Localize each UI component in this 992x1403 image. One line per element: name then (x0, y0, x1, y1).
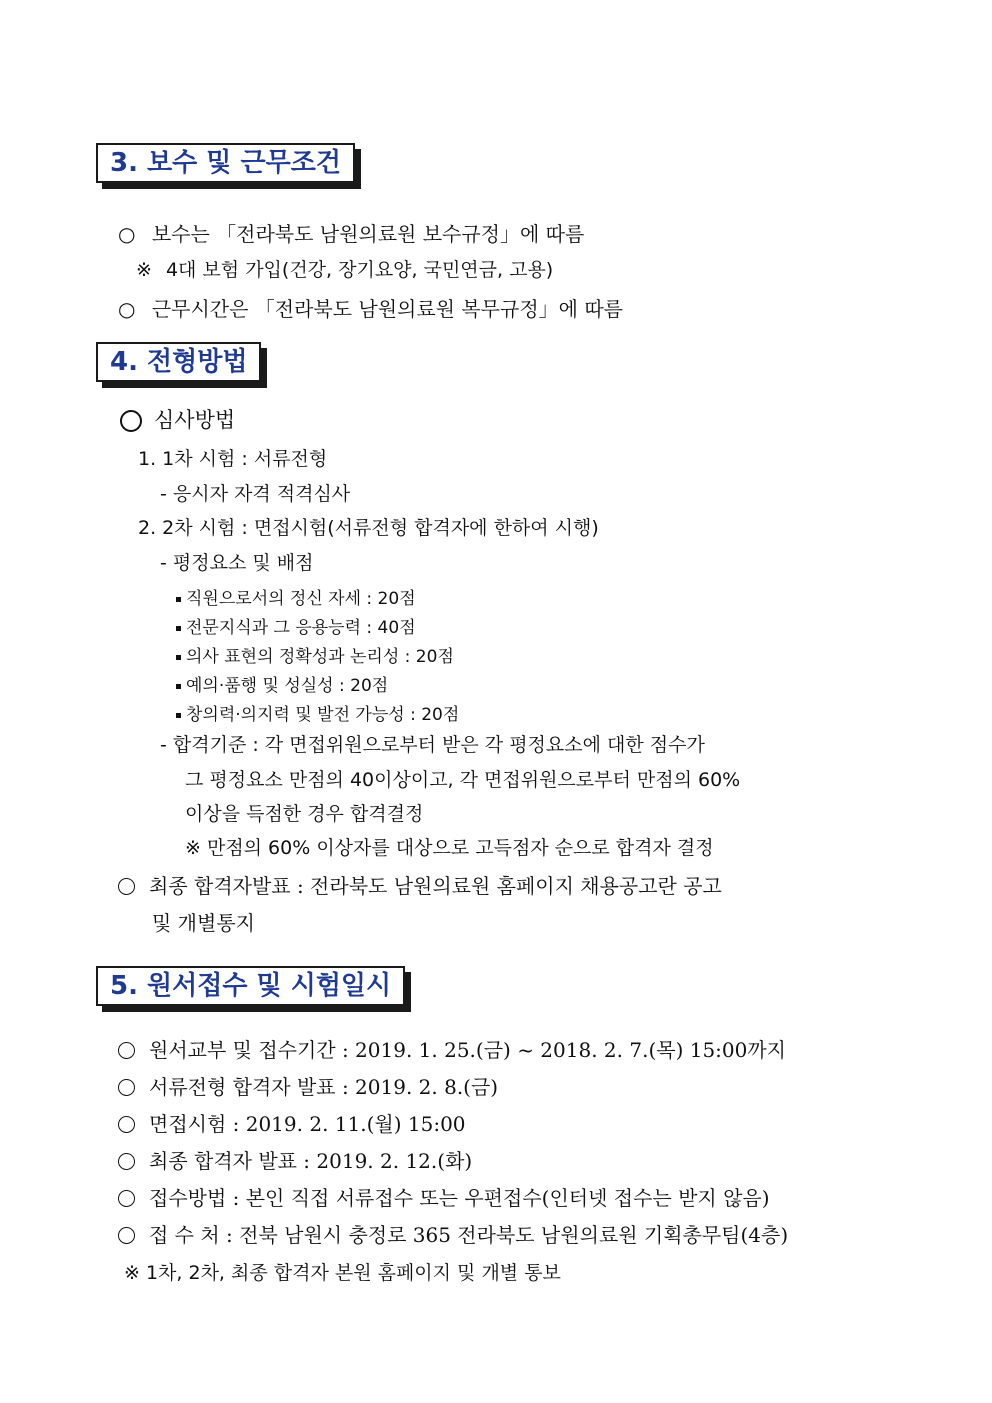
final-announcement-cont: 및 개별통지 (152, 911, 255, 935)
circle-bullet-icon (118, 1227, 135, 1244)
circle-bullet-icon (120, 410, 142, 432)
circle-bullet-icon (118, 1153, 135, 1170)
step-1-sub: - 응시자 자격 적격심사 (160, 483, 351, 505)
step-2-sub: - 평정요소 및 배점 (160, 552, 314, 574)
criterion-text: 직원으로서의 정신 자세 : 20점 (186, 589, 416, 609)
schedule-item (118, 1219, 788, 1248)
schedule-text: 접수방법 : 본인 직접 서류접수 또는 우편접수(인터넷 접수는 받지 않음) (149, 1186, 770, 1210)
pass-criteria-line: 이상을 득점한 경우 합격결정 (185, 803, 424, 825)
final-announcement-text: 최종 합격자발표 : 전라북도 남원의료원 홈페이지 채용공고란 공고 (149, 874, 722, 898)
square-bullet-icon (176, 684, 181, 689)
criterion-item (176, 671, 388, 696)
criterion-item (176, 613, 416, 638)
criterion-item (176, 700, 459, 725)
step-1: 1. 1차 시험 : 서류전형 (138, 448, 328, 470)
pass-criteria-note: ※ 만점의 60% 이상자를 대상으로 고득점자 순으로 합격자 결정 (185, 837, 714, 859)
circle-bullet-icon (118, 1079, 135, 1096)
square-bullet-icon (176, 597, 181, 602)
circle-bullet-icon (118, 1116, 135, 1133)
criterion-text: 예의·품행 및 성실성 : 20점 (186, 676, 389, 696)
schedule-text: 원서교부 및 접수기간 : 2019. 1. 25.(금) ~ 2018. 2. 7.(목) 15:00까지 (149, 1038, 786, 1062)
criterion-item (176, 642, 454, 667)
circle-bullet-icon: ○ (118, 297, 136, 321)
section-4-heading: 4. 전형방법 (96, 342, 261, 382)
circle-bullet-icon (118, 878, 135, 895)
work-hours-text: 근무시간은 「전라북도 남원의료원 복무규정」에 따름 (151, 297, 623, 321)
notification-note: ※ 1차, 2차, 최종 합격자 본원 홈페이지 및 개별 통보 (124, 1262, 561, 1284)
schedule-item (118, 1034, 786, 1063)
criterion-text: 의사 표현의 정확성과 논리성 : 20점 (186, 647, 454, 667)
schedule-text: 최종 합격자 발표 : 2019. 2. 12.(화) (149, 1149, 473, 1173)
schedule-text: 접 수 처 : 전북 남원시 충정로 365 전라북도 남원의료원 기획총무팀(4층) (149, 1223, 789, 1247)
work-hours-item (118, 293, 623, 322)
screening-method-text: 심사방법 (154, 408, 236, 432)
criterion-text: 창의력·의지력 및 발전 가능성 : 20점 (186, 705, 460, 725)
criterion-text: 전문지식과 그 응용능력 : 40점 (186, 618, 416, 638)
schedule-item (118, 1071, 498, 1100)
reference-mark-icon: ※ (136, 259, 152, 281)
section-5-heading: 5. 원서접수 및 시험일시 (96, 966, 405, 1006)
schedule-text: 서류전형 합격자 발표 : 2019. 2. 8.(금) (149, 1075, 499, 1099)
square-bullet-icon (176, 713, 181, 718)
criterion-item (176, 584, 416, 609)
insurance-text: 4대 보험 가입(건강, 장기요양, 국민연금, 고용) (165, 259, 554, 281)
salary-text: 보수는 「전라북도 남원의료원 보수규정」에 따름 (151, 222, 585, 246)
schedule-item (118, 1108, 466, 1137)
section-3-heading: 3. 보수 및 근무조건 (96, 143, 355, 183)
square-bullet-icon (176, 655, 181, 660)
circle-bullet-icon (118, 1190, 135, 1207)
final-announcement (118, 870, 722, 899)
schedule-text: 면접시험 : 2019. 2. 11.(월) 15:00 (149, 1112, 466, 1136)
circle-bullet-icon (118, 1042, 135, 1059)
pass-criteria-line: 그 평정요소 만점의 40이상이고, 각 면접위원으로부터 만점의 60% (185, 769, 741, 791)
salary-item (118, 218, 584, 247)
circle-bullet-icon: ○ (118, 222, 136, 246)
schedule-item (118, 1182, 770, 1211)
schedule-item (118, 1145, 472, 1174)
pass-criteria-line: - 합격기준 : 각 면접위원으로부터 받은 각 평정요소에 대한 점수가 (160, 734, 705, 756)
step-2: 2. 2차 시험 : 면접시험(서류전형 합격자에 한하여 시행) (138, 517, 599, 539)
screening-method-label (120, 404, 235, 434)
square-bullet-icon (176, 626, 181, 631)
insurance-note (136, 255, 553, 282)
